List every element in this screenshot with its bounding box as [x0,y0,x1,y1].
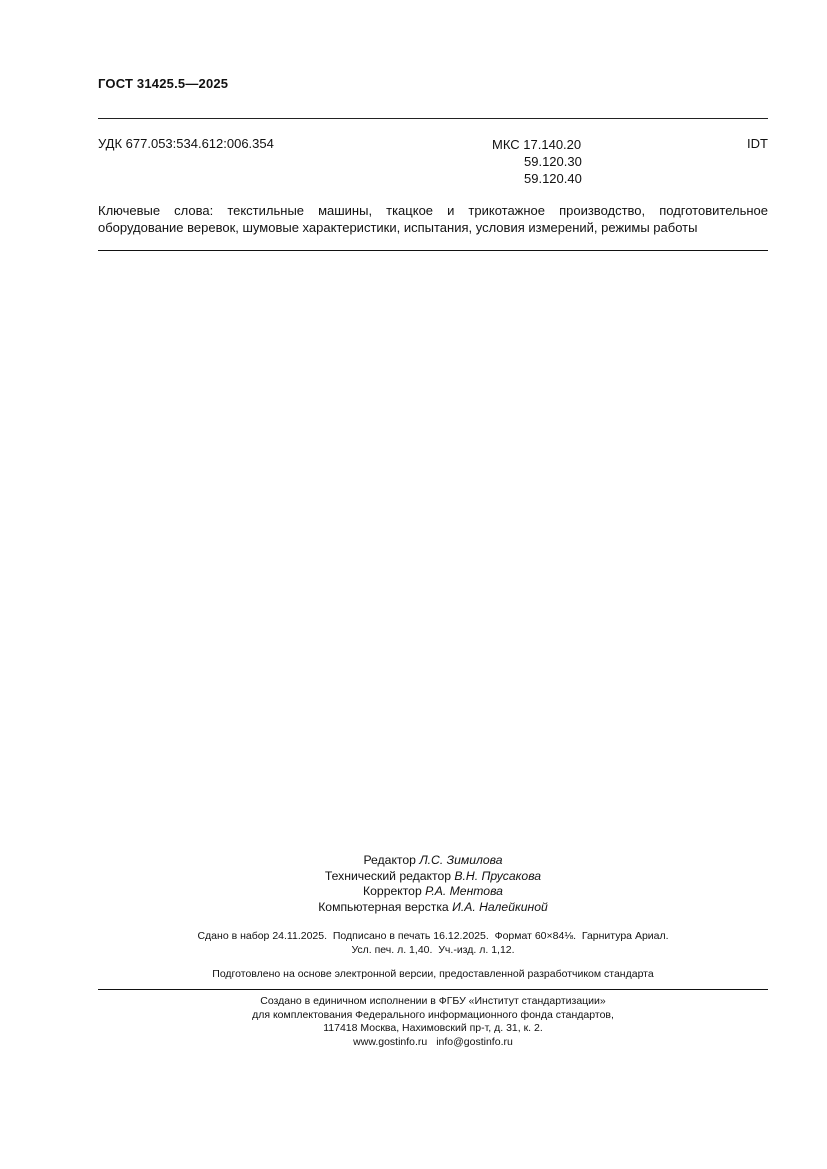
mks-code: 59.120.40 [524,171,582,186]
footer-divider [98,989,768,990]
signed-date: Подписано в печать 16.12.2025. [332,930,489,942]
credit-role: Редактор [363,853,416,867]
publisher-sheets: Уч.-изд. л. 1,12. [438,944,515,956]
publication-info [98,929,768,957]
credit-line [98,869,768,885]
mks-code: 17.140.20 [523,137,582,152]
credit-person: Р.А. Ментова [425,884,503,899]
keywords-block [98,202,768,236]
credit-person: Л.С. Зимилова [419,853,503,867]
footer-address: 117418 Москва, Нахимовский пр-т, д. 31, к. 2. [323,1022,543,1035]
credit-line [98,853,768,869]
keywords-divider [98,250,768,251]
mks-codes [492,136,582,187]
footer-block [98,995,768,1049]
credit-person: И.А. Налейкиной [452,899,548,914]
typeface: Гарнитура Ариал. [581,930,669,942]
credits-block [98,853,768,915]
mks-code: 59.120.30 [524,154,582,169]
credit-line [98,884,768,900]
paper-format: Формат 60×84⅛. [494,930,576,942]
email-link[interactable]: info@gostinfo.ru [436,1035,513,1048]
website-link[interactable]: www.gostinfo.ru [353,1035,428,1048]
submitted-date: Сдано в набор 24.11.2025. [197,930,328,942]
footer-line: Создано в единичном исполнении в ФГБУ «Институт стандартизации» [260,995,606,1007]
keywords-text: текстильные машины, ткацкое и трикотажное производство, подготовительное оборудование веревок, шумовые характеристики, испытания, условия измерений, режимы работы [98,203,768,235]
idt-marker: IDT [747,136,768,151]
udk-code: УДК 677.053:534.612:006.354 [98,136,274,151]
credit-line [98,900,768,916]
publication-line [98,929,768,943]
credit-role: Компьютерная верстка [318,899,449,914]
standard-number: ГОСТ 31425.5—2025 [98,76,229,91]
header-divider [98,118,768,119]
footer-line: для комплектования Федерального информационного фонда стандартов, [252,1008,614,1021]
credit-role: Корректор [363,884,422,899]
prepared-note: Подготовлено на основе электронной версии, предоставленной разработчиком стандарта [212,968,654,980]
mks-label: МКС [492,137,520,152]
footer-links [98,1036,768,1050]
credit-role: Технический редактор [324,868,452,883]
print-sheets: Усл. печ. л. 1,40. [351,944,433,956]
keywords-label: Ключевые слова: [98,203,214,218]
publication-line [98,943,768,957]
credit-person: В.Н. Прусакова [454,868,542,883]
